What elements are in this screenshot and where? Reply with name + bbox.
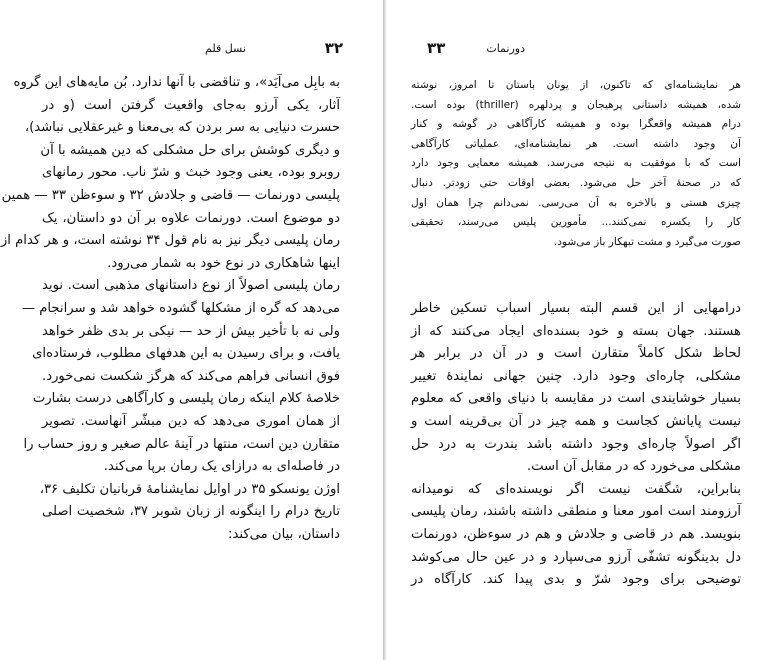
left-text-line: ولی نه با تأخیر بیش از حد — نیکی بر بدی ظفر خواهد [42,323,340,339]
left-text-line: رمان پلیسی دیگر نیز به نام قول ۳۴ نوشته است، و هر کدام از [0,233,340,249]
left-text-line: فوق انسانی فراهم می‌کند که هرگز شکست نمی‌خورد. [42,368,340,384]
left-text-line: روبرو بوده، یعنی وجود خبث و شرّ ناب. محور رمانهای [42,165,340,181]
right-page [387,0,772,660]
left-text-line: خلاصهٔ کلام اینکه رمان پلیسی و کارآگاهی درست بشارت [32,391,340,407]
right-text-line: نیست پایانش کجاست و همه چیز در آن بی‌قرینه است و [411,413,741,429]
right-text-line: دل بدینگونه تشفّی آرزو می‌سپارد و در عین حال می‌کوشد [411,549,741,565]
left-page-title: نسل قلم [205,41,246,55]
left-running-head [205,38,343,58]
quote-line: است که با موفقیت به نتیجه می‌رسد. همیشه معمایی وجود دارد [411,157,741,170]
right-text-line: بسیار خوشایندی است در مقایسه با دنیای واقعی که معلوم [411,391,741,407]
right-text-line: لحاظ شکل کاملاً متقارن است و در آن در برابر هر [411,346,741,362]
left-body-text [0,72,340,546]
right-text-line: بنویسد. هم در قاضی و جلادش و هم در سوءظن، دورنمات [411,526,741,542]
right-text-line: توضیحی برای وجود شرّ و بدی پیدا کند. کارآگاه در [411,572,741,588]
quote-line: کار را یکسره نمی‌کنند... مأمورین پلیس می‌رسند، تحقیقی [411,216,741,229]
quote-line: آن وجود داشته است. هر نمایشنامه‌ای، عملیاتی کارآگاهی [411,137,741,150]
right-running-head [427,38,525,58]
right-text-line: مشکلی، چاره‌ای وجود دارد. چنین جهانی نمایندهٔ تغییر [411,368,741,384]
right-page-title: دورنمات [486,41,525,55]
left-text-line: پلیسی دورنمات — قاضی و جلادش ۳۲ و سوءظن ۳۳ — همین [1,187,340,203]
left-text-line: و دیگری کوشش برای حل مشکلی که دین همیشه با آن [40,142,340,158]
right-page-number: ۳۳ [427,39,446,57]
left-text-line: به بابِل می‌آیَد»، و تناقضی با آنها ندارد. بُن مایه‌های این گروه [13,75,340,90]
quote-line: صورت می‌گیرد و مشت تبهکار باز می‌شود. [553,235,741,248]
left-text-line: تاریخ درام را اینگونه از زبان شوبر ۳۷، شخصیت اصلی [42,504,340,520]
quote-line: هر نمایشنامه‌ای که تاکنون، از یونان باستان تا امروز، نوشته [411,79,741,91]
left-text-line: در فاصله‌ای به درازای یک رمان برپا می‌کند. [103,459,340,475]
left-text-line: حسرت دنیایی به سر بردن که بی‌معنا و غیرعقلایی نباشد)، [24,120,340,136]
left-text-line: آثار، یکی آرزو به‌جای واقعیت گرفتن است (و در [42,97,340,113]
left-page [0,0,383,660]
right-text-line: مشکلی می‌خورد که در مقابل آن است. [526,459,741,475]
right-text-line: بنابراین، شگفت نیست اگر نویسنده‌ای که نومیدانه [411,481,741,497]
quote-line: شده، همیشه داستانی پرهیجان و پردلهره (thriller) بوده است. [411,98,741,111]
right-text-line: اگر اصولاً چاره‌ای وجود داشته باشد بندرت به درد حل [411,436,741,452]
left-text-line: داستان، بیان می‌کند: [228,526,340,542]
left-text-line: اوژن یونسکو ۳۵ در اوایل نمایشنامهٔ قربانیان تکلیف ۳۶، [39,481,340,497]
left-text-line: متقارن دین است، منتها در آینهٔ عالم صغیر و روز حساب را [23,436,340,452]
quote-line: که در صحنهٔ آخر حل می‌شود. بعضی اوقات حتی زودتر. دنبال [411,176,741,189]
right-text-line: درامهایی از این قسم البته بسیار اسباب تسکین خاطر [411,301,741,316]
left-text-line: اینها شاهکاری در نوع خود به شمار می‌رود. [107,255,340,271]
quote-line: چیزی هستی و بالاخره به آن می‌رسی. نمی‌دانم چرا همان اول [411,196,741,209]
left-text-line: یافت، و برای رسیدن به این هدفهای مطلوب، فرستاده‌ای [32,346,340,362]
right-body-text [411,298,741,592]
left-text-line: می‌دهد که گره از مشکلها گشوده خواهد شد و سرانجام — [21,300,340,316]
block-quote [411,76,741,252]
left-page-number: ۳۲ [324,39,343,57]
right-text-line: آرزومند است امور معنا و منطقی داشته باشند، رمان پلیسی [411,504,741,520]
quote-line: درام همیشه واقعگرا بوده و همیشه کارآگاهی در گوشه و کنار [411,118,741,131]
left-text-line: رمان پلیسی اصولاً از نوع داستانهای مذهبی است. نوید [42,278,340,294]
left-text-line: دو موضوع است. دورنمات علاوه بر آن دو داستان، یک [42,210,340,226]
right-text-line: هستند. جهان بسته و خود بسنده‌ای ایجاد می‌کنند که از [411,323,741,339]
left-text-line: از همان اموری می‌دهد که دین مبشّر آنهاست. تصویر [42,413,340,429]
